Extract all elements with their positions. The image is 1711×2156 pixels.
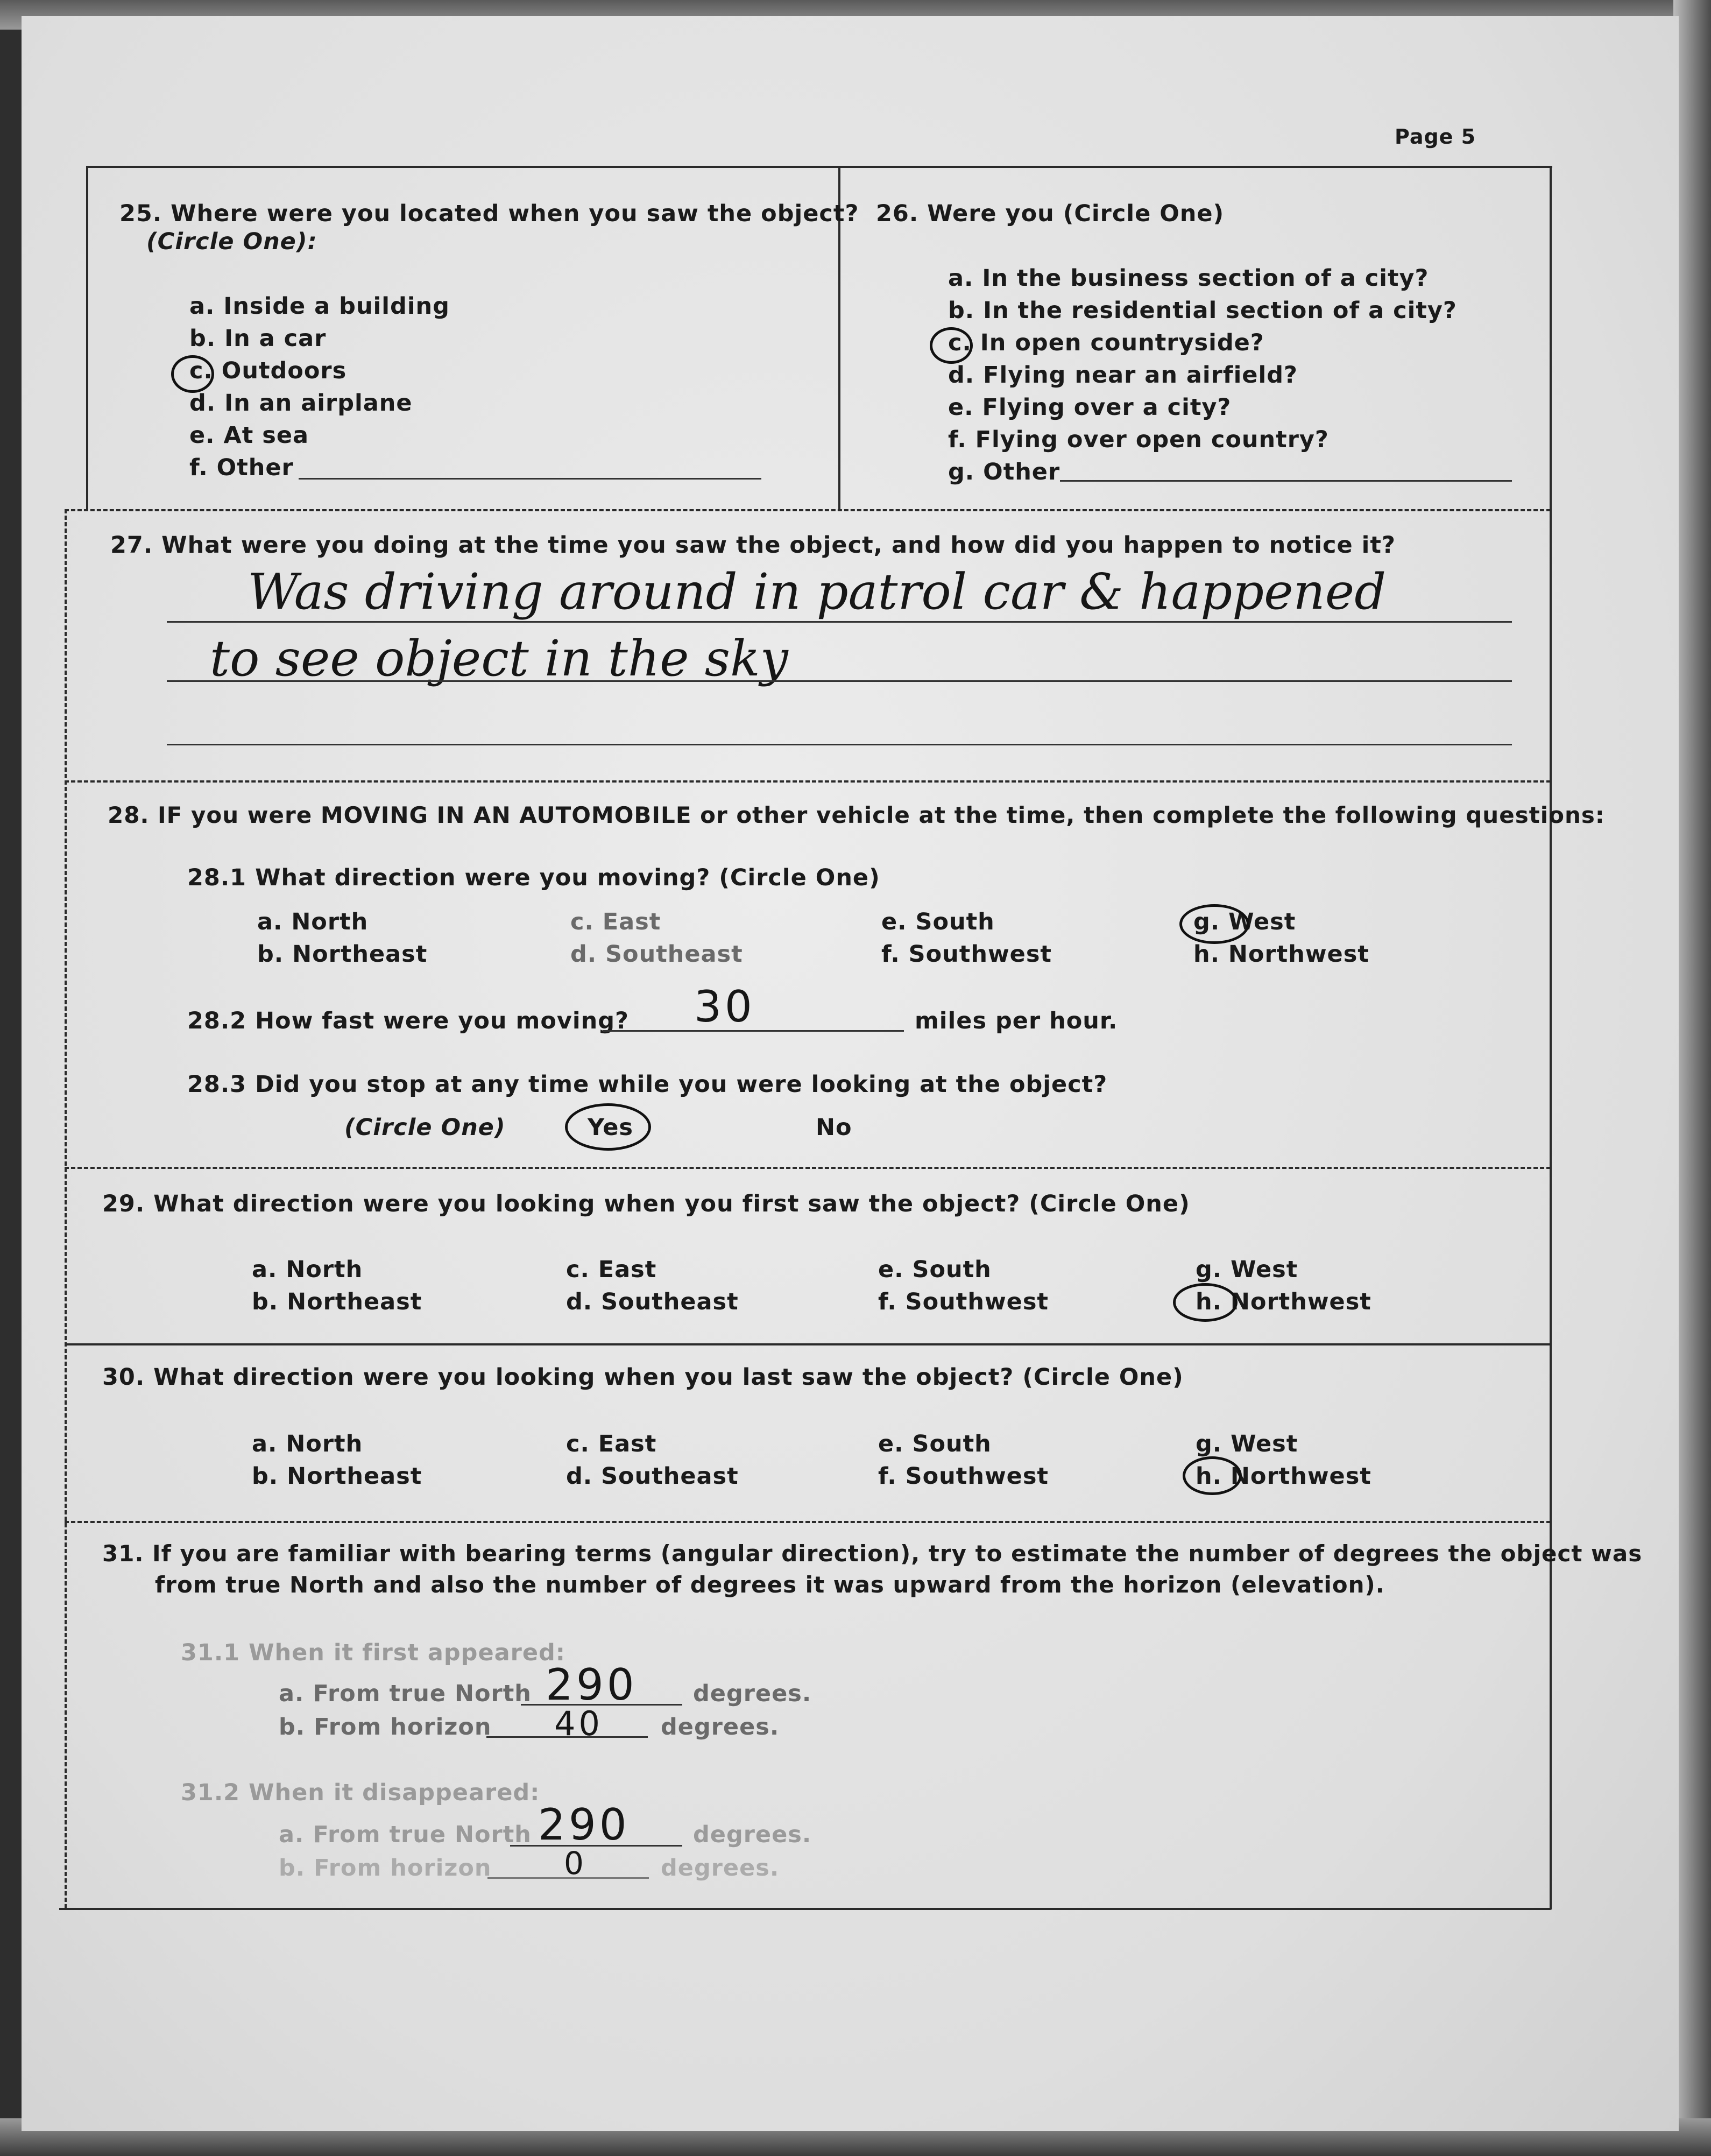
q26-other-line [1060, 480, 1512, 482]
q31-2-b-value: 0 [564, 1845, 587, 1882]
q28-1-option-a: a. North [257, 908, 369, 935]
q31-2-b-unit: degrees. [661, 1855, 780, 1882]
q28-3-no: No [816, 1114, 852, 1141]
q28-2-answer: 30 [694, 982, 755, 1032]
form-border-left-lower [65, 509, 67, 1908]
q28-1-option-c: c. East [570, 908, 661, 935]
q30-question: 30. What direction were you looking when you last saw the object? (Circle One) [102, 1364, 1184, 1391]
q29-option-a: a. North [252, 1256, 363, 1283]
q27-question: 27. What were you doing at the time you saw the object, and how did you happen to notice it? [110, 532, 1396, 559]
q31-2-a-unit: degrees. [693, 1821, 812, 1848]
q28-1-option-h: h. Northwest [1193, 941, 1369, 968]
q26-option-f: f. Flying over open country? [948, 426, 1329, 453]
q27-answer-line2: to see object in the sky [210, 630, 788, 687]
q26-option-d: d. Flying near an airfield? [948, 362, 1298, 389]
q28-1-option-e: e. South [881, 908, 995, 935]
q31-1-heading: 31.1 When it first appeared: [181, 1639, 565, 1666]
q25-question: 25. Where were you located when you saw the object? [119, 200, 859, 227]
q30-option-c: c. East [566, 1431, 657, 1457]
q30-option-d: d. Southeast [566, 1463, 739, 1490]
section-divider-29 [65, 1167, 1551, 1169]
q26-option-b: b. In the residential section of a city? [948, 297, 1457, 324]
scan-border-right [1673, 0, 1711, 2156]
q29-option-f: f. Southwest [878, 1288, 1049, 1315]
q29-option-g: g. West [1196, 1256, 1298, 1283]
q25-option-f: f. Other [189, 454, 294, 481]
q28-question: 28. IF you were MOVING IN AN AUTOMOBILE or other vehicle at the time, then complete the following questions: [108, 802, 1605, 828]
q27-answer-line1: Was driving around in patrol car & happened [248, 563, 1387, 621]
q31-2-a-label: a. From true North [279, 1821, 532, 1848]
q28-3-question: 28.3 Did you stop at any time while you were looking at the object? [187, 1071, 1108, 1098]
q28-1-option-d: d. Southeast [570, 941, 743, 968]
q30-answer-circle [1183, 1456, 1242, 1495]
q30-option-e: e. South [878, 1431, 992, 1457]
q25-option-c: c. Outdoors [189, 357, 347, 384]
q29-option-b: b. Northeast [252, 1288, 422, 1315]
section-divider-27 [65, 509, 1551, 511]
q25-option-b: b. In a car [189, 325, 327, 352]
q26-answer-circle [930, 327, 973, 364]
form-border-right [1550, 166, 1552, 1910]
q31-1-a-value: 290 [546, 1660, 638, 1710]
section-divider-31 [65, 1521, 1551, 1523]
q25-instruction: (Circle One): [146, 228, 317, 255]
form-border-top [86, 166, 1552, 168]
q29-option-d: d. Southeast [566, 1288, 739, 1315]
q31-question-line1: 31. If you are familiar with bearing terms (angular direction), try to estimate the number of degrees the object was [102, 1540, 1643, 1567]
q31-1-b-label: b. From horizon [279, 1714, 492, 1741]
q28-1-option-b: b. Northeast [257, 941, 428, 968]
q26-option-g: g. Other [948, 459, 1060, 485]
q25-option-a: a. Inside a building [189, 293, 450, 320]
q25-other-line [299, 478, 761, 480]
q26-question: 26. Were you (Circle One) [876, 200, 1225, 227]
q28-1-answer-circle [1179, 904, 1249, 944]
q31-2-heading: 31.2 When it disappeared: [181, 1779, 540, 1806]
q28-1-question: 28.1 What direction were you moving? (Circle One) [187, 864, 880, 891]
q31-1-b-value: 40 [554, 1704, 603, 1743]
form-border-left-upper [86, 166, 88, 510]
q30-option-g: g. West [1196, 1431, 1298, 1457]
q30-option-b: b. Northeast [252, 1463, 422, 1490]
q27-line-3 [167, 744, 1512, 745]
q27-line-1 [167, 621, 1512, 623]
q29-option-e: e. South [878, 1256, 992, 1283]
q28-3-answer-circle [565, 1103, 651, 1151]
q28-1-option-f: f. Southwest [881, 941, 1052, 968]
q31-2-b-label: b. From horizon [279, 1855, 492, 1882]
q28-2-unit: miles per hour. [915, 1007, 1118, 1034]
q31-2-a-value: 290 [538, 1800, 630, 1850]
page-label: Page 5 [1395, 125, 1476, 149]
form-border-bottom [59, 1908, 1551, 1910]
section-divider-28 [65, 780, 1551, 783]
q26-option-e: e. Flying over a city? [948, 394, 1232, 421]
q29-option-h: h. Northwest [1196, 1288, 1371, 1315]
q30-option-f: f. Southwest [878, 1463, 1049, 1490]
q26-option-a: a. In the business section of a city? [948, 265, 1429, 292]
q28-1-option-g: g. West [1193, 908, 1296, 935]
q25-answer-circle [171, 355, 214, 393]
q27-line-2 [167, 680, 1512, 682]
q29-option-c: c. East [566, 1256, 657, 1283]
q26-option-c: c. In open countryside? [948, 329, 1264, 356]
q28-2-question: 28.2 How fast were you moving? [187, 1007, 629, 1034]
q31-1-a-unit: degrees. [693, 1680, 812, 1707]
q31-1-b-unit: degrees. [661, 1714, 780, 1741]
q28-3-yes: Yes [588, 1114, 633, 1141]
q25-option-d: d. In an airplane [189, 390, 413, 417]
q29-answer-circle [1173, 1283, 1238, 1322]
q30-option-a: a. North [252, 1431, 363, 1457]
section-divider-30 [65, 1343, 1551, 1345]
q30-option-h: h. Northwest [1196, 1463, 1371, 1490]
q25-option-e: e. At sea [189, 422, 309, 449]
q28-3-instruction: (Circle One) [344, 1114, 506, 1141]
q31-1-a-label: a. From true North [279, 1680, 532, 1707]
q29-question: 29. What direction were you looking when you first saw the object? (Circle One) [102, 1190, 1190, 1217]
q31-question-line2: from true North and also the number of degrees it was upward from the horizon (elevation). [155, 1572, 1385, 1598]
